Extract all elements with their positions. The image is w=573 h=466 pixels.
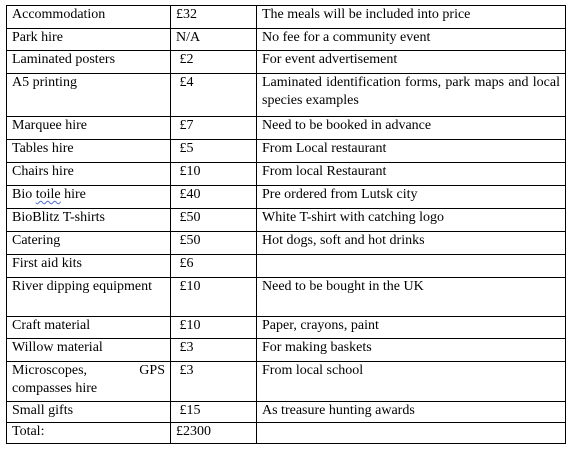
spelling-flagged-word: toile — [35, 187, 61, 202]
cost-cell: £6 — [171, 255, 257, 278]
table-row — [7, 423, 566, 444]
table-row — [7, 278, 566, 317]
note-cell: From Local restaurant — [257, 140, 566, 163]
note-cell: Need to be booked in advance — [257, 117, 566, 140]
cost-cell: £7 — [171, 117, 257, 140]
cost-cell: £3 — [171, 339, 257, 362]
cost-cell: £2300 — [171, 423, 257, 444]
note-cell: White T-shirt with catching logo — [257, 209, 566, 232]
item-cell: Willow material — [7, 339, 171, 362]
item-cell: Accommodation — [7, 6, 171, 29]
cost-cell: N/A — [171, 29, 257, 51]
table-row — [7, 209, 566, 232]
note-cell: For making baskets — [257, 339, 566, 362]
item-cell: Craft material — [7, 317, 171, 339]
cost-cell: £40 — [171, 186, 257, 209]
table-row — [7, 74, 566, 117]
table-row — [7, 117, 566, 140]
note-cell: Hot dogs, soft and hot drinks — [257, 232, 566, 255]
cost-cell: £5 — [171, 140, 257, 163]
cost-cell: £50 — [171, 209, 257, 232]
item-cell: River dipping equipment — [7, 278, 171, 317]
cost-cell: £4 — [171, 74, 257, 117]
note-cell: The meals will be included into price — [257, 6, 566, 29]
table-row — [7, 51, 566, 74]
item-cell: Laminated posters — [7, 51, 171, 74]
table-row — [7, 402, 566, 423]
item-text: hire — [60, 187, 86, 202]
note-cell: No fee for a community event — [257, 29, 566, 51]
table-row — [7, 6, 566, 29]
item-cell: Marquee hire — [7, 117, 171, 140]
budget-table — [6, 5, 566, 444]
item-cell: BioBlitz T-shirts — [7, 209, 171, 232]
note-cell — [257, 255, 566, 278]
item-cell: Small gifts — [7, 402, 171, 423]
table-row — [7, 317, 566, 339]
item-cell: Microscopes, GPS compasses hire — [7, 362, 171, 402]
item-cell: Park hire — [7, 29, 171, 51]
item-cell: First aid kits — [7, 255, 171, 278]
note-cell: From local Restaurant — [257, 163, 566, 186]
item-cell: Tables hire — [7, 140, 171, 163]
item-cell: Catering — [7, 232, 171, 255]
cost-cell: £10 — [171, 317, 257, 339]
table-row — [7, 186, 566, 209]
table-row — [7, 339, 566, 362]
note-cell: Pre ordered from Lutsk city — [257, 186, 566, 209]
note-cell: Paper, crayons, paint — [257, 317, 566, 339]
table-row — [7, 255, 566, 278]
item-cell: Total: — [7, 423, 171, 444]
note-cell: Need to be bought in the UK — [257, 278, 566, 317]
note-cell: As treasure hunting awards — [257, 402, 566, 423]
cost-cell: £32 — [171, 6, 257, 29]
cost-cell: £15 — [171, 402, 257, 423]
item-cell: Chairs hire — [7, 163, 171, 186]
table-row — [7, 232, 566, 255]
table-row — [7, 362, 566, 402]
note-cell — [257, 423, 566, 444]
table-row — [7, 163, 566, 186]
cost-cell: £2 — [171, 51, 257, 74]
note-cell: From local school — [257, 362, 566, 402]
note-cell: Laminated identification forms, park maps and local species examples — [257, 74, 566, 117]
note-cell: For event advertisement — [257, 51, 566, 74]
cost-cell: £10 — [171, 163, 257, 186]
cost-cell: £3 — [171, 362, 257, 402]
item-cell: A5 printing — [7, 74, 171, 117]
item-text: Bio — [12, 187, 36, 202]
cost-cell: £10 — [171, 278, 257, 317]
cost-cell: £50 — [171, 232, 257, 255]
table-row — [7, 140, 566, 163]
table-row — [7, 29, 566, 51]
item-cell — [7, 186, 171, 209]
